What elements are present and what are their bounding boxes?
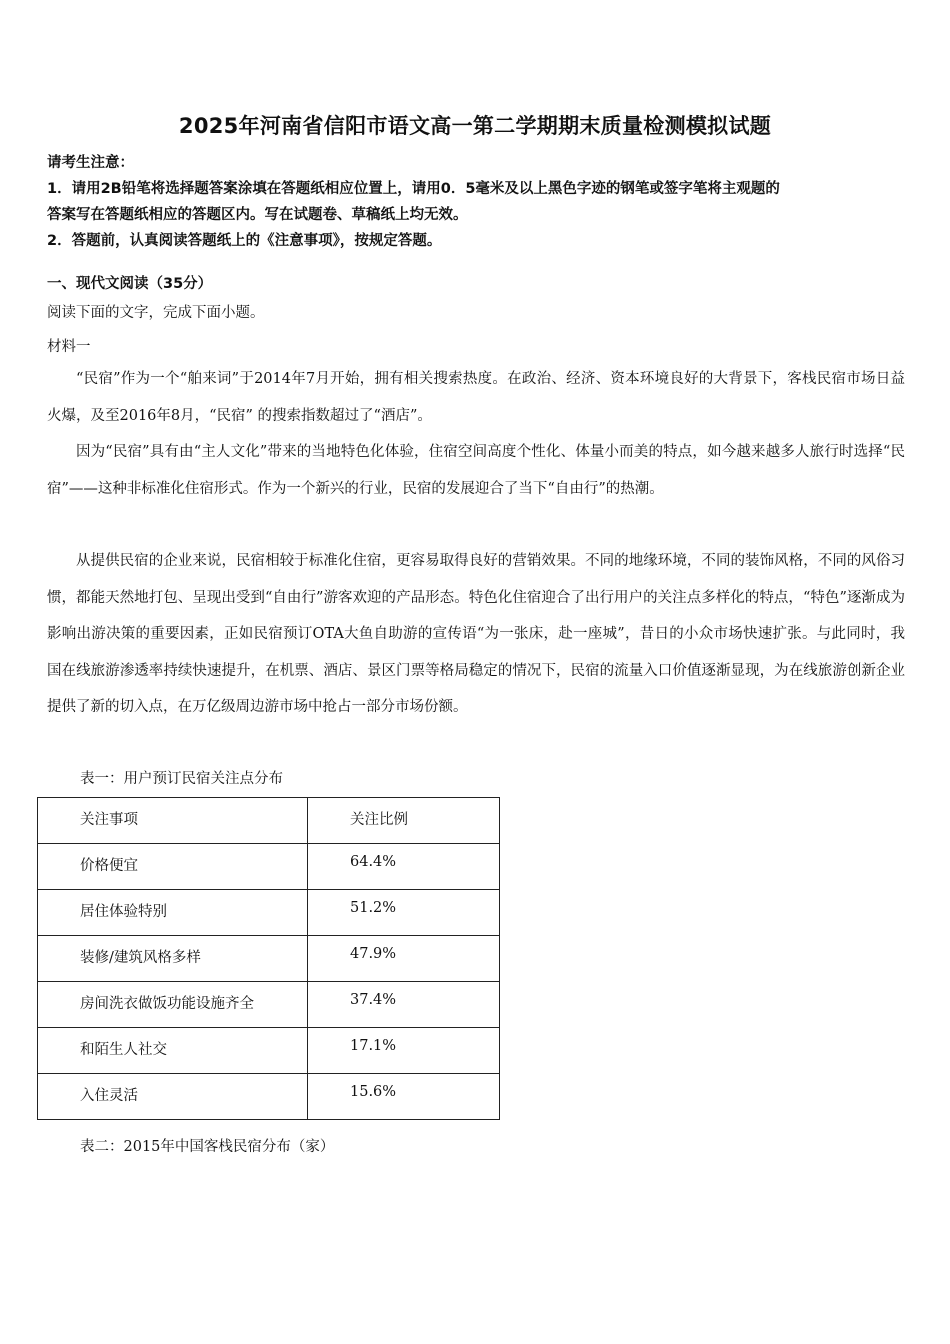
paragraph-2: 因为“民宿”具有由“主人文化”带来的当地特色化体验，住宿空间高度个性化、体量小而美的特点，如今越来越多人旅行时选择“民宿”——这种非标准化住宿形式。作为一个新兴的行业，民宿的发展迎合了当下“自由行”的热潮。 [47,444,905,497]
table-cell-item: 装修/建筑风格多样 [38,936,308,982]
paragraph-1: “民宿”作为一个“舶来词”于2014年7月开始，拥有相关搜索热度。在政治、经济、资本环境良好的大背景下，客栈民宿市场日益火爆，及至2016年8月，“民宿” 的搜索指数超过了“酒店”。 [47,371,905,424]
table-row [38,890,500,936]
reading-instruction: 阅读下面的文字，完成下面小题。 [47,305,265,321]
attention-distribution-table [37,797,500,1120]
notice-line-2: 2．答题前，认真阅读答题纸上的《注意事项》，按规定答题。 [47,233,442,249]
table-cell-item: 和陌生人社交 [38,1028,308,1074]
table-row [38,1074,500,1120]
table-row [38,1028,500,1074]
table-cell-item: 入住灵活 [38,1074,308,1120]
table-cell-ratio: 64.4% [308,844,500,890]
section-heading: 一、现代文阅读（35分） [47,276,213,292]
paragraph-3: 从提供民宿的企业来说，民宿相较于标准化住宿，更容易取得良好的营销效果。不同的地缘环境，不同的装饰风格，不同的风俗习惯，都能天然地打包、呈现出受到“自由行”游客欢迎的产品形态。特色化住宿迎合了出行用户的关注点多样化的特点，“特色”逐渐成为影响出游决策的重要因素，正如民宿预订OTA大鱼自助游的宣传语“为一张床，赴一座城”，昔日的小众市场快速扩张。与此同时，我国在线旅游渗透率持续快速提升，在机票、酒店、景区门票等格局稳定的情况下，民宿的流量入口价值逐渐显现，为在线旅游创新企业提供了新的切入点，在万亿级周边游市场中抢占一部分市场份额。 [47,553,905,715]
table-cell-ratio: 37.4% [308,982,500,1028]
table1-caption: 表一：用户预订民宿关注点分布 [80,771,283,787]
page-title: 2025年河南省信阳市语文高一第二学期期末质量检测模拟试题 [178,114,772,138]
table-cell-ratio: 17.1% [308,1028,500,1074]
table-cell-ratio: 15.6% [308,1074,500,1120]
table-row [38,982,500,1028]
table-cell-item: 房间洗衣做饭功能设施齐全 [38,982,308,1028]
notice-line-1a: 1．请用2B铅笔将选择题答案涂填在答题纸相应位置上，请用0．5毫米及以上黑色字迹的钢笔或签字笔将主观题的 [47,181,780,197]
table-row [38,936,500,982]
table-header-cell: 关注比例 [308,798,500,844]
table-cell-item: 居住体验特别 [38,890,308,936]
table-header-cell: 关注事项 [38,798,308,844]
notice-line-1b: 答案写在答题纸相应的答题区内。写在试题卷、草稿纸上均无效。 [47,207,468,223]
exam-notice [47,150,907,254]
material-label: 材料一 [47,339,91,355]
table-header-row [38,798,500,844]
table-cell-item: 价格便宜 [38,844,308,890]
table-row [38,844,500,890]
table2-caption: 表二：2015年中国客栈民宿分布（家） [80,1139,335,1155]
table-cell-ratio: 47.9% [308,936,500,982]
table-cell-ratio: 51.2% [308,890,500,936]
notice-heading: 请考生注意： [47,155,134,171]
